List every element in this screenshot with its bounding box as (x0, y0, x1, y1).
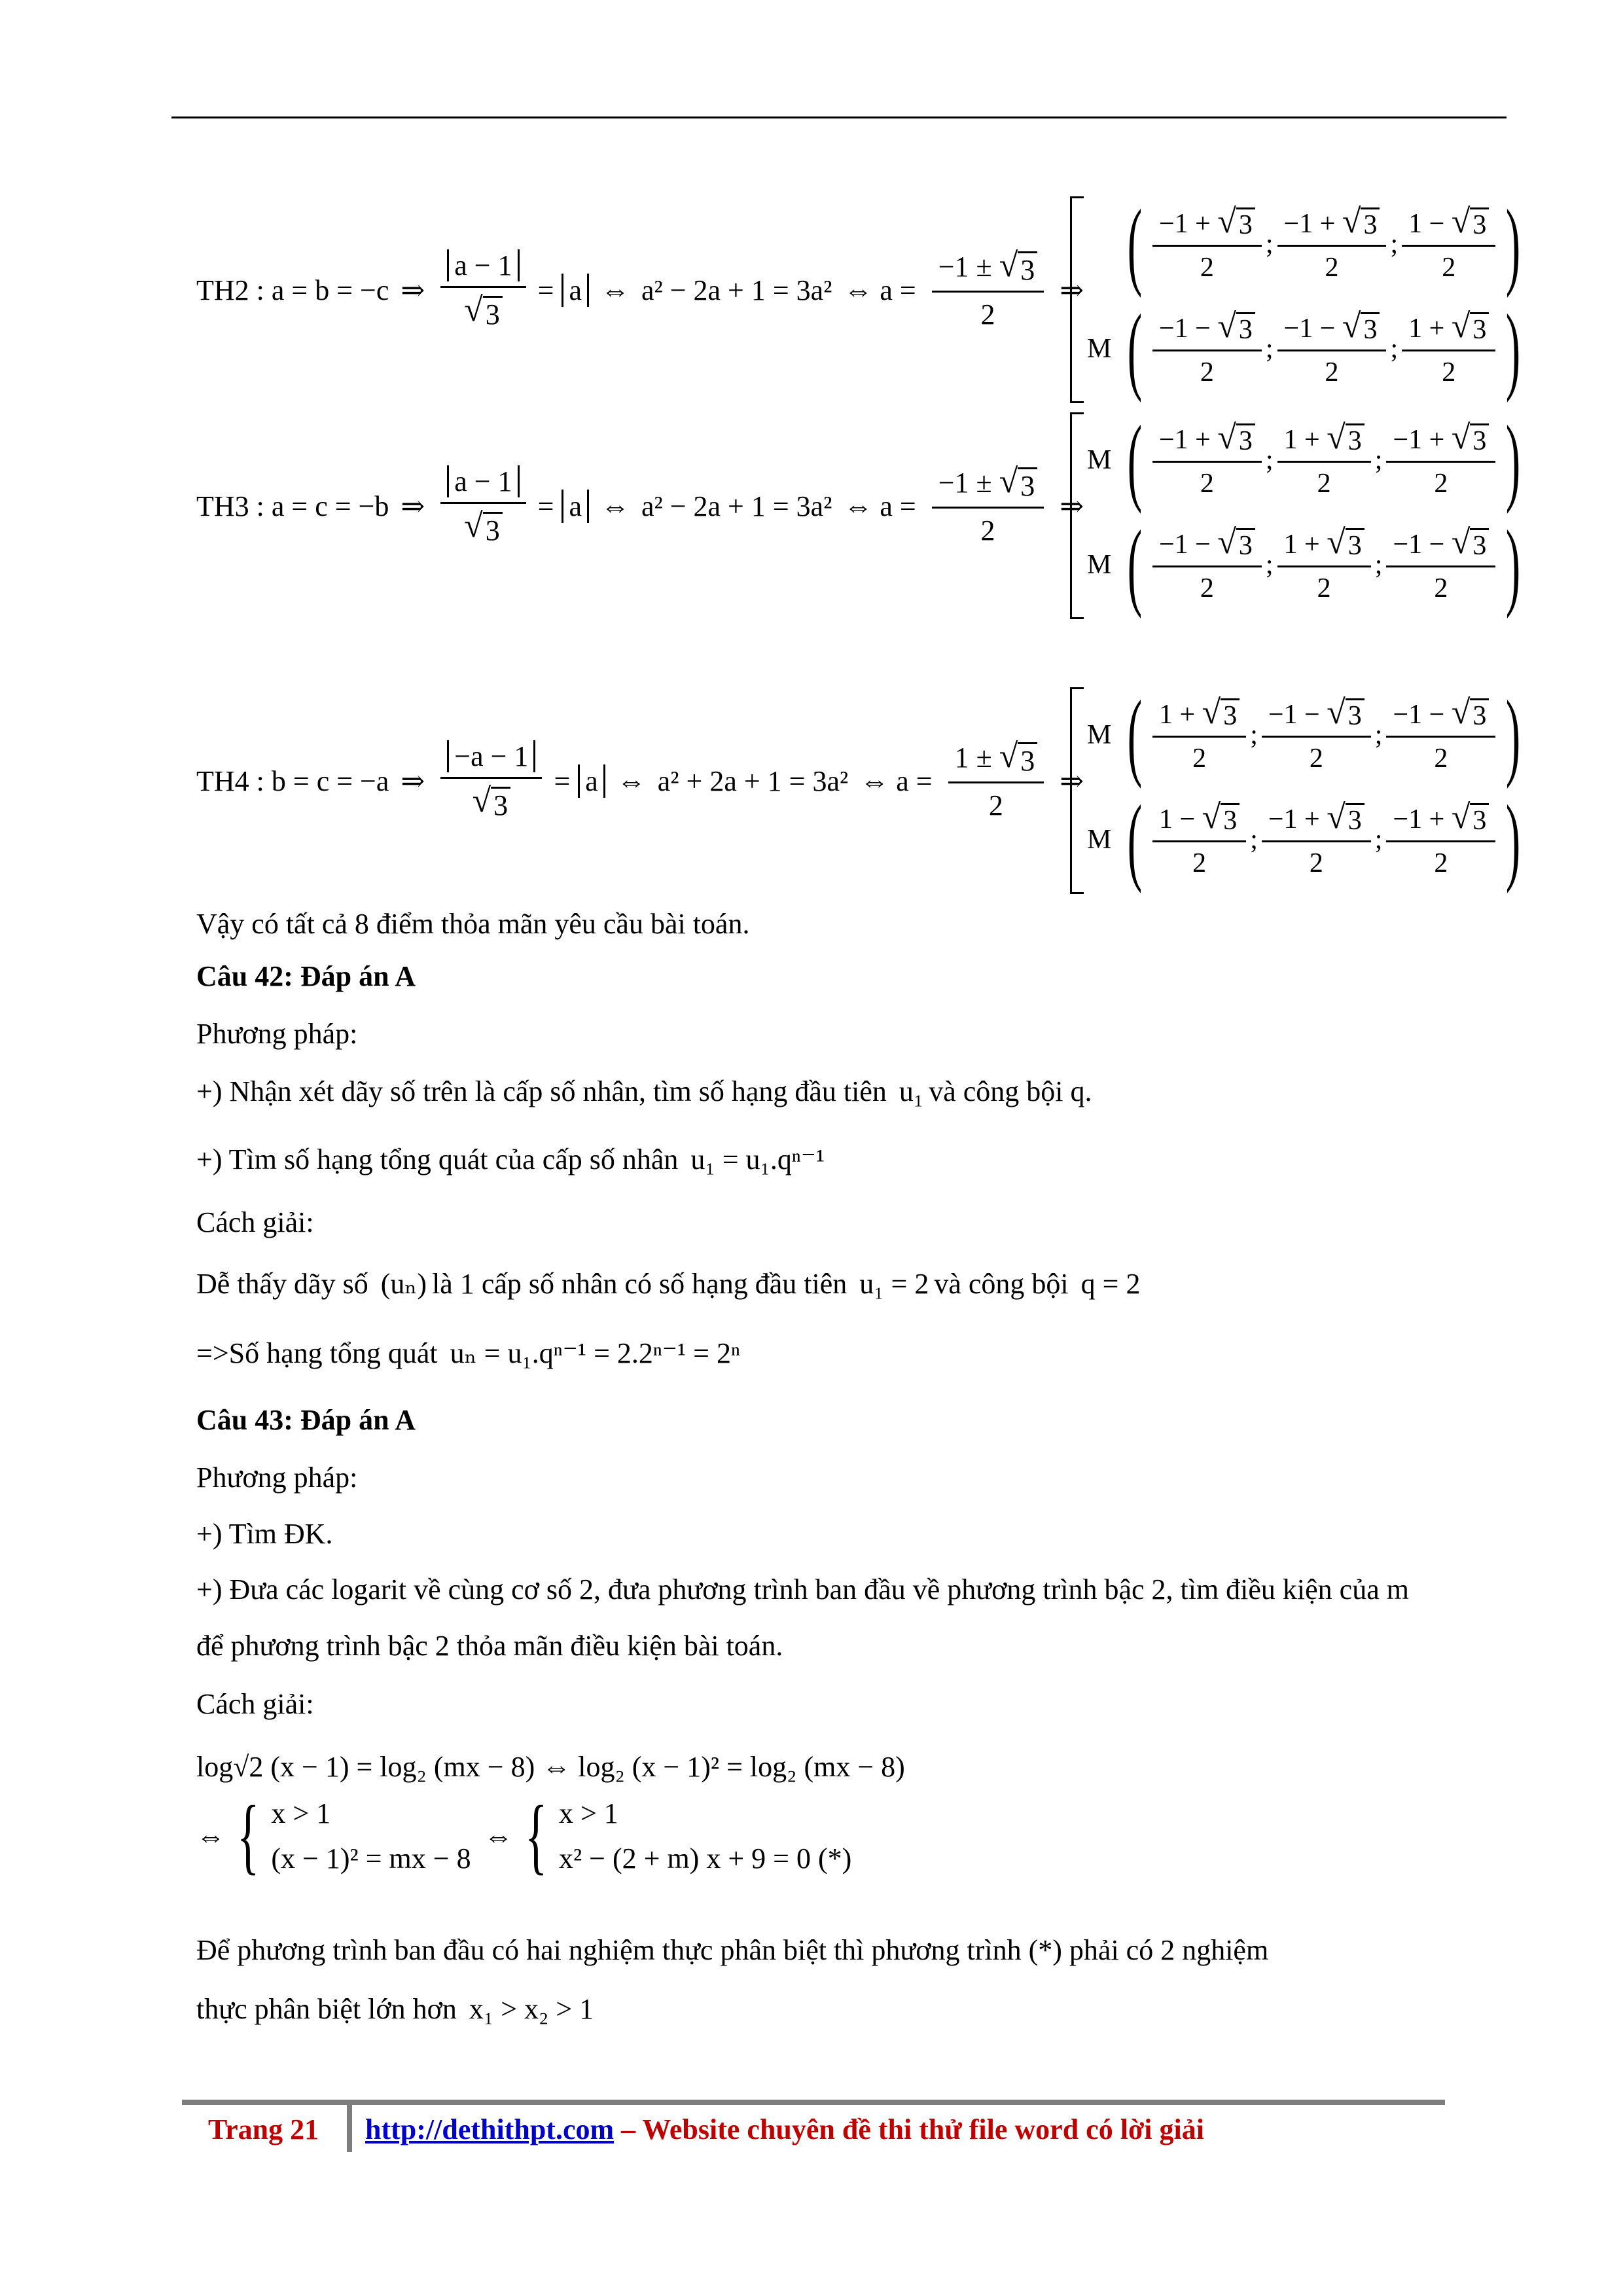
coord-denominator: 2 (1434, 744, 1448, 774)
q42-sol2-text: =>Số hạng tổng quát (196, 1337, 438, 1369)
root-value: 3 (1221, 698, 1240, 732)
right-paren: ) (1506, 785, 1521, 894)
footer-tagline: – Website chuyên đề thi thử file word có lời giải (621, 2113, 1204, 2145)
root-value: 3 (1236, 207, 1255, 241)
left-bracket (1070, 412, 1084, 619)
sqrt-sign: √ 3 (1452, 526, 1489, 562)
equiv-symbol: ⇔ a = (844, 274, 916, 306)
abs-numerator: a − 1 (447, 465, 519, 497)
coord-fraction (1152, 310, 1262, 388)
equiv-symbol: ⇔ (484, 1820, 513, 1852)
implies-symbol: ⇒ (1060, 490, 1084, 522)
quadratic-equation: a² − 2a + 1 = 3a² (641, 490, 832, 522)
point-coords (1151, 800, 1497, 879)
right-paren: ) (1506, 406, 1521, 514)
abs-a: a (578, 764, 605, 798)
point-m (1087, 295, 1529, 403)
equiv-symbol: ⇔ (196, 1820, 225, 1852)
case-label: TH3 : a = c = −b (196, 490, 389, 522)
left-paren: ( (1127, 190, 1143, 298)
abs-a: a (562, 490, 589, 523)
solution-set (1070, 190, 1623, 406)
result-fraction (932, 465, 1044, 547)
sqrt-sign: √ 3 (464, 293, 503, 331)
q42-sol1 (196, 1265, 1146, 1304)
equals-symbol: = (554, 764, 571, 797)
root-value: 3 (1346, 528, 1364, 562)
coord-denominator: 2 (1434, 469, 1448, 499)
q43-method-label: Phương pháp: (196, 1462, 358, 1494)
coord-fraction (1152, 205, 1262, 283)
solution-set (1070, 681, 1623, 897)
coord-denominator: 2 (1192, 744, 1207, 774)
coord-numerator: 1 − (1408, 209, 1445, 239)
q43-solution-label: Cách giải: (196, 1688, 314, 1720)
implies-symbol: ⇒ (401, 764, 425, 797)
coord-numerator: 1 + (1283, 425, 1320, 455)
equals-symbol: = (537, 490, 554, 522)
point-m (1087, 681, 1529, 789)
footer-divider (347, 2100, 352, 2152)
q43-step1: +) Tìm ĐK. (196, 1518, 333, 1550)
coord-denominator: 2 (1434, 573, 1448, 603)
sqrt-sign: √ 3 (1327, 421, 1364, 457)
result-numerator: −1 ± (938, 467, 992, 499)
coord-fraction (1262, 696, 1371, 774)
coord-denominator: 2 (1200, 357, 1214, 387)
result-denominator: 2 (980, 298, 995, 331)
result-denominator: 2 (988, 789, 1003, 821)
coord-numerator: −1 − (1283, 314, 1336, 344)
coord-denominator: 2 (1200, 253, 1214, 283)
root-value: 3 (1236, 423, 1255, 457)
semicolon: ; (1374, 550, 1383, 580)
coord-numerator: −1 − (1158, 314, 1211, 344)
sqrt-sign: √ 3 (464, 509, 503, 547)
coord-denominator: 2 (1434, 848, 1448, 878)
coord-denominator: 2 (1200, 573, 1214, 603)
point-coords (1151, 310, 1497, 388)
q42-sol1-and: và công bội (934, 1268, 1069, 1300)
root-value: 3 (1470, 528, 1489, 562)
coord-fraction (1277, 205, 1387, 283)
result-numerator: −1 ± (938, 251, 992, 283)
root-value: 3 (1221, 803, 1240, 836)
coord-fraction (1386, 421, 1495, 499)
root-value: 3 (1346, 698, 1364, 732)
equiv-symbol: ⇔ a = (860, 764, 933, 797)
equiv-symbol: ⇔ (600, 490, 630, 522)
coord-denominator: 2 (1442, 253, 1456, 283)
left-paren: ( (1127, 681, 1143, 789)
point-coords (1151, 696, 1497, 774)
point-m (1087, 511, 1529, 619)
system-2 (559, 1797, 851, 1875)
coord-numerator: −1 − (1393, 700, 1445, 730)
semicolon: ; (1265, 445, 1274, 475)
coord-fraction (1386, 696, 1495, 774)
sqrt-sign: √ 3 (1452, 205, 1489, 241)
coord-numerator: −1 − (1268, 700, 1320, 730)
q43-final-math: x₁ > x₂ > 1 (469, 1993, 594, 2025)
sqrt-sign: √ 3 (1327, 800, 1364, 836)
abs-numerator: a − 1 (447, 249, 519, 281)
root-value: 3 (1346, 803, 1364, 836)
root-value: 3 (1361, 312, 1380, 346)
equiv-symbol: ⇔ (600, 274, 630, 306)
root-value: 3 (1018, 251, 1037, 287)
semicolon: ; (1374, 720, 1383, 750)
system-2-line-b: x² − (2 + m) x + 9 = 0 (*) (558, 1842, 852, 1874)
root-value: 3 (1470, 698, 1489, 732)
left-paren: ( (1127, 785, 1143, 894)
semicolon: ; (1265, 334, 1274, 364)
equals-symbol: = (537, 274, 554, 306)
q42-sol2-math: uₙ = u₁.qⁿ⁻¹ = 2.2ⁿ⁻¹ = 2ⁿ (450, 1337, 740, 1369)
q43-final-line1: Để phương trình ban đầu có hai nghiệm thực phân biệt thì phương trình (*) phải có 2 nghiệm (196, 1934, 1269, 1966)
coord-fraction (1277, 310, 1387, 388)
left-paren: ( (1127, 511, 1143, 619)
coord-denominator: 2 (1325, 357, 1339, 387)
q43-final-line2 (196, 1990, 599, 2029)
left-brace: { (524, 1789, 547, 1883)
q42-sol1-q: q = 2 (1080, 1268, 1141, 1300)
q43-step2: +) Đưa các logarit về cùng cơ số 2, đưa phương trình ban đầu về phương trình bậc 2, tìm điều kiện của m để phương trình bậc 2 thỏa mãn điều kiện bài toán. (196, 1573, 1409, 1662)
coord-fraction (1402, 310, 1495, 388)
coord-numerator: −1 + (1158, 209, 1211, 239)
semicolon: ; (1374, 825, 1383, 855)
case-label: TH2 : a = b = −c (196, 274, 389, 306)
footer-link[interactable]: http://dethithpt.com (365, 2113, 615, 2145)
system-1 (271, 1797, 471, 1875)
coord-numerator: 1 − (1158, 804, 1196, 834)
coord-numerator: 1 + (1408, 314, 1445, 344)
right-paren: ) (1506, 190, 1521, 298)
semicolon: ; (1390, 229, 1399, 259)
coord-numerator: −1 − (1158, 529, 1211, 560)
q43-title: Câu 43: Đáp án A (196, 1404, 416, 1436)
coord-fraction (1277, 421, 1371, 499)
page-number: Trang 21 (208, 2113, 319, 2145)
point-label: M (1087, 550, 1112, 580)
q42-sol1-text: Dễ thấy dãy số (196, 1268, 368, 1300)
coord-numerator: −1 + (1268, 804, 1320, 834)
implies-symbol: ⇒ (1060, 274, 1084, 306)
quadratic-equation: a² + 2a + 1 = 3a² (657, 764, 849, 797)
q42-step2-text: +) Tìm số hạng tổng quát của cấp số nhân (196, 1143, 679, 1175)
coord-fraction (1152, 696, 1246, 774)
abs-fraction (440, 249, 526, 331)
right-paren: ) (1506, 295, 1521, 403)
result-fraction (932, 249, 1044, 331)
left-brace: { (237, 1789, 260, 1883)
sqrt-sign: √ 3 (1452, 310, 1489, 346)
sqrt-sign: √ 3 (1452, 421, 1489, 457)
q42-sol1-mid: là 1 cấp số nhân có số hạng đầu tiên (432, 1268, 847, 1300)
q43-log-equation: log√2 (x − 1) = log₂ (mx − 8) ⇔ log₂ (x − 1)² = log₂ (mx − 8) (196, 1751, 905, 1783)
point-m (1087, 785, 1529, 894)
implies-symbol: ⇒ (401, 274, 425, 306)
coord-numerator: 1 + (1283, 529, 1320, 560)
coord-numerator: −1 − (1393, 529, 1445, 560)
sqrt-sign: √ 3 (1217, 526, 1255, 562)
coord-denominator: 2 (1200, 469, 1214, 499)
coord-denominator: 2 (1192, 848, 1207, 878)
point-m (1087, 406, 1529, 514)
q42-step1-post: và công bội q. (929, 1075, 1092, 1107)
abs-fraction (440, 465, 526, 547)
sqrt-sign: √ 3 (999, 249, 1038, 287)
point-label: M (1087, 720, 1112, 750)
q42-sol2 (196, 1334, 745, 1373)
sqrt-sign: √ 3 (1452, 696, 1489, 732)
root-value: 3 (1236, 312, 1255, 346)
system-1-line-b: (x − 1)² = mx − 8 (271, 1842, 471, 1874)
sqrt-sign: √ 3 (999, 465, 1038, 503)
coord-denominator: 2 (1317, 469, 1331, 499)
conclusion-text: Vậy có tất cả 8 điểm thỏa mãn yêu cầu bài toán. (196, 908, 750, 940)
q42-sol1-u1: u₁ = 2 (859, 1268, 929, 1300)
left-paren: ( (1127, 406, 1143, 514)
q43-system (196, 1789, 852, 1883)
root-value: 3 (1361, 207, 1380, 241)
sqrt-sign: √ 3 (1342, 310, 1380, 346)
case-label: TH4 : b = c = −a (196, 764, 389, 797)
case-equation (196, 249, 1088, 331)
implies-symbol: ⇒ (401, 490, 425, 522)
semicolon: ; (1265, 550, 1274, 580)
q42-method-label: Phương pháp: (196, 1018, 358, 1050)
case-equation (196, 465, 1088, 547)
semicolon: ; (1374, 445, 1383, 475)
left-paren: ( (1127, 295, 1143, 403)
sqrt-sign: √ 3 (1327, 526, 1364, 562)
abs-fraction (440, 740, 542, 822)
point-m (1087, 190, 1529, 298)
semicolon: ; (1265, 229, 1274, 259)
semicolon: ; (1390, 334, 1399, 364)
quadratic-equation: a² − 2a + 1 = 3a² (641, 274, 832, 306)
sqrt-sign: √ 3 (1202, 696, 1240, 732)
point-coords (1151, 421, 1497, 499)
footer-rule (182, 2100, 1445, 2105)
left-bracket (1070, 196, 1084, 403)
equiv-symbol: ⇔ a = (844, 490, 916, 522)
sqrt-sign: √ 3 (473, 784, 511, 822)
coord-fraction (1386, 800, 1495, 879)
root-value: 3 (1018, 467, 1037, 503)
equiv-symbol: ⇔ (616, 764, 646, 797)
root-value: 3 (1236, 528, 1255, 562)
root-value: 3 (483, 296, 503, 331)
q42-step1-math: u₁ (899, 1075, 924, 1107)
point-label: M (1087, 334, 1112, 364)
abs-a: a (562, 274, 589, 307)
result-numerator: 1 ± (954, 742, 992, 774)
coord-fraction (1262, 800, 1371, 879)
coord-denominator: 2 (1325, 253, 1339, 283)
q42-step2 (196, 1140, 830, 1179)
coord-denominator: 2 (1309, 744, 1323, 774)
coord-denominator: 2 (1317, 573, 1331, 603)
coord-numerator: −1 + (1158, 425, 1211, 455)
q42-step1 (196, 1072, 1092, 1111)
root-value: 3 (1018, 742, 1037, 778)
coord-numerator: −1 + (1283, 209, 1336, 239)
system-2-line-a: x > 1 (558, 1797, 618, 1829)
case-equation (196, 740, 1088, 822)
coord-fraction (1386, 526, 1495, 604)
root-value: 3 (483, 512, 503, 547)
result-denominator: 2 (980, 514, 995, 547)
sqrt-sign: √ 3 (1217, 310, 1255, 346)
q42-sol1-seq: (uₙ) (380, 1268, 427, 1300)
q42-title: Câu 42: Đáp án A (196, 960, 416, 992)
coord-numerator: 1 + (1158, 700, 1196, 730)
coord-numerator: −1 + (1393, 425, 1445, 455)
point-label: M (1087, 445, 1112, 475)
sqrt-sign: √ 3 (999, 740, 1038, 778)
implies-symbol: ⇒ (1060, 764, 1084, 797)
sqrt-sign: √ 3 (1202, 800, 1240, 836)
system-1-line-a: x > 1 (271, 1797, 331, 1829)
coord-fraction (1277, 526, 1371, 604)
sqrt-sign: √ 3 (1342, 205, 1380, 241)
coord-fraction (1402, 205, 1495, 283)
root-value: 3 (1470, 803, 1489, 836)
root-value: 3 (1346, 423, 1364, 457)
q43-final-text: thực phân biệt lớn hơn (196, 1993, 457, 2025)
left-bracket (1070, 687, 1084, 894)
header-rule (171, 117, 1507, 118)
solution-set (1070, 406, 1623, 622)
q42-step2-math: u₁ = u₁.qⁿ⁻¹ (690, 1143, 825, 1175)
right-paren: ) (1506, 681, 1521, 789)
root-value: 3 (491, 787, 510, 822)
root-value: 3 (1470, 423, 1489, 457)
root-value: 3 (1470, 312, 1489, 346)
sqrt-sign: √ 3 (1452, 800, 1489, 836)
semicolon: ; (1250, 720, 1258, 750)
coord-numerator: −1 + (1393, 804, 1445, 834)
coord-fraction (1152, 800, 1246, 879)
point-coords (1151, 526, 1497, 604)
coord-denominator: 2 (1442, 357, 1456, 387)
coord-fraction (1152, 421, 1262, 499)
sqrt-sign: √ 3 (1327, 696, 1364, 732)
result-fraction (948, 740, 1044, 822)
q42-solution-label: Cách giải: (196, 1206, 314, 1238)
point-label: M (1087, 825, 1112, 855)
coord-denominator: 2 (1309, 848, 1323, 878)
point-coords (1151, 205, 1497, 283)
q42-step1-text: +) Nhận xét dãy số trên là cấp số nhân, tìm số hạng đầu tiên (196, 1075, 887, 1107)
root-value: 3 (1470, 207, 1489, 241)
semicolon: ; (1250, 825, 1258, 855)
sqrt-sign: √ 3 (1217, 205, 1255, 241)
right-paren: ) (1506, 511, 1521, 619)
footer-text (365, 2113, 1204, 2146)
coord-fraction (1152, 526, 1262, 604)
sqrt-sign: √ 3 (1217, 421, 1255, 457)
abs-numerator: −a − 1 (447, 740, 535, 772)
